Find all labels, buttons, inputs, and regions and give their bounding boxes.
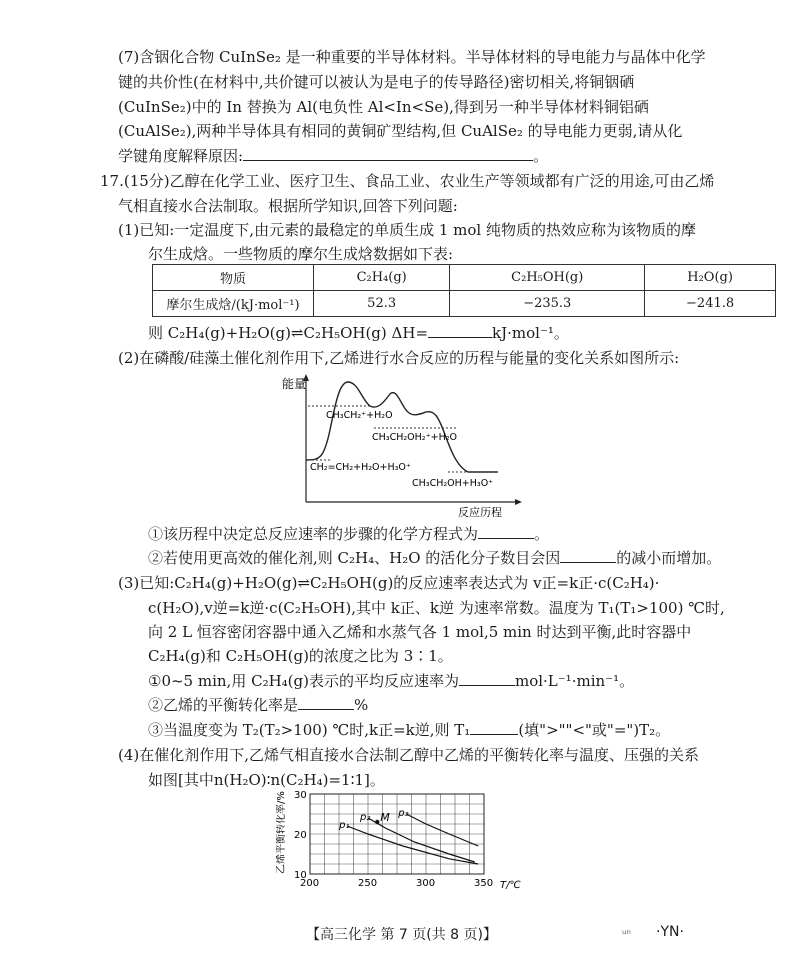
energy-profile-diagram — [278, 370, 528, 520]
question-text: ①0~5 min,用 C₂H₄(g)表示的平均反应速率为 — [148, 672, 459, 690]
table-cell: −235.3 — [450, 291, 645, 317]
answer-blank[interactable] — [459, 671, 515, 686]
y-tick-label: 20 — [294, 830, 307, 841]
equation-text: 则 C₂H₄(g)+H₂O(g)⇌C₂H₅OH(g) ΔH= — [148, 324, 429, 342]
q16-7-line1: (7)含铟化合物 CuInSe₂ 是一种重要的半导体材料。半导体材料的导电能力与晶体中化学 — [118, 48, 706, 66]
q17-3-line3: 向 2 L 恒容密闭容器中通入乙烯和水蒸气各 1 mol,5 min 时达到平衡,此时容器中 — [148, 623, 692, 641]
q16-7-end: 。 — [533, 147, 549, 165]
footer-mark: ᵤₙ — [622, 924, 631, 937]
question-unit: mol·L⁻¹·min⁻¹。 — [514, 672, 635, 690]
energy-ylabel: 能量 — [282, 377, 307, 391]
answer-blank[interactable] — [470, 720, 518, 735]
table-cell: C₂H₅OH(g) — [450, 265, 645, 291]
x-tick-label: 350 — [474, 878, 494, 889]
answer-blank[interactable] — [298, 695, 354, 710]
table-row — [153, 291, 776, 317]
q17-2-q1 — [148, 524, 549, 544]
page-footer: 【高三化学 第 7 页(共 8 页)】 — [306, 927, 497, 943]
point-m — [375, 820, 379, 824]
series-label: p₃ — [398, 808, 409, 819]
x-tick-label: 250 — [358, 878, 378, 889]
q17-3-q2 — [148, 695, 368, 715]
q16-7-line4: (CuAlSe₂),两种半导体具有相同的黄铜矿型结构,但 CuAlSe₂ 的导电能力更弱,请从化 — [118, 122, 683, 140]
q16-7-prompt: 学键角度解释原因: — [118, 147, 244, 165]
q17-4-line1: (4)在催化剂作用下,乙烯气相直接水合法制乙醇中乙烯的平衡转化率与温度、压强的关系 — [118, 746, 700, 764]
answer-blank[interactable] — [560, 548, 616, 563]
series-label: p₂ — [360, 812, 371, 823]
q17-2-q2 — [148, 548, 721, 568]
question-text: ②若使用更高效的催化剂,则 C₂H₄、H₂O 的活化分子数目会因 — [148, 549, 561, 567]
y-tick-label: 10 — [294, 870, 307, 881]
q17-3-line2: c(H₂O),v逆=k逆·c(C₂H₅OH),其中 k正、k逆 为速率常数。温度为 T₁(T₁>100) ℃时, — [148, 599, 725, 617]
chart-series — [338, 808, 478, 864]
question-text: ①该历程中决定总反应速率的步骤的化学方程式为 — [148, 525, 479, 543]
energy-xlabel: 反应历程 — [458, 506, 502, 519]
answer-blank[interactable] — [243, 146, 533, 161]
question-end: (填">""<"或"=")T₂。 — [518, 721, 671, 739]
table-cell: 52.3 — [314, 291, 450, 317]
conversion-chart — [276, 788, 526, 898]
q17-3-q1 — [148, 671, 634, 691]
question-text: ②乙烯的平衡转化率是 — [148, 696, 299, 714]
energy-curve — [306, 382, 498, 472]
species-label: CH₃CH₂⁺+H₂O — [326, 410, 393, 421]
enthalpy-table — [152, 264, 776, 317]
answer-blank[interactable] — [478, 524, 534, 539]
table-cell: C₂H₄(g) — [314, 265, 450, 291]
q17-4-line2: 如图[其中n(H₂O)∶n(C₂H₄)=1∶1]。 — [148, 771, 385, 789]
species-label: CH₃CH₂OH₂⁺+H₂O — [372, 432, 458, 443]
table-cell: 摩尔生成焓/(kJ·mol⁻¹) — [153, 291, 314, 317]
q17-line2: 气相直接水合法制取。根据所学知识,回答下列问题: — [118, 197, 458, 215]
question-text: ③当温度变为 T₂(T₂>100) ℃时,k正=k逆,则 T₁ — [148, 721, 471, 739]
table-cell: −241.8 — [645, 291, 776, 317]
x-tick-label: 300 — [416, 878, 436, 889]
x-tick-label: 200 — [300, 878, 320, 889]
q17-1-line2: 尔生成焓。一些物质的摩尔生成焓数据如下表: — [148, 245, 454, 263]
species-label: CH₃CH₂OH+H₃O⁺ — [412, 478, 494, 489]
x-axis-arrow — [515, 499, 522, 505]
point-m-label: M — [380, 811, 390, 824]
q17-1-equation — [148, 323, 569, 343]
q17-2-intro: (2)在磷酸/硅藻土催化剂作用下,乙烯进行水合反应的历程与能量的变化关系如图所示: — [118, 349, 680, 367]
species-label: CH₂=CH₂+H₂O+H₃O⁺ — [310, 462, 411, 473]
table-cell: 物质 — [153, 265, 314, 291]
table-header-row — [153, 265, 776, 291]
q16-7-line3: (CuInSe₂)中的 In 替换为 Al(电负性 Al<In<Se),得到另一种半导体材料铜铝硒 — [118, 98, 649, 116]
q17-3-q3 — [148, 720, 670, 740]
y-tick-label: 30 — [294, 790, 307, 801]
series-line — [347, 826, 478, 864]
question-end: 的减小而增加。 — [616, 549, 722, 567]
equation-unit: kJ·mol⁻¹。 — [492, 324, 569, 342]
series-line — [406, 814, 478, 846]
table-cell: H₂O(g) — [645, 265, 776, 291]
chart-xlabel: T/℃ — [500, 880, 521, 891]
question-unit: % — [354, 696, 369, 714]
q17-1-line1: (1)已知:一定温度下,由元素的最稳定的单质生成 1 mol 纯物质的热效应称为该物质的摩 — [118, 221, 696, 239]
answer-blank[interactable] — [428, 323, 492, 338]
q17-line1: 17.(15分)乙醇在化学工业、医疗卫生、食品工业、农业生产等领域都有广泛的用途,可由乙烯 — [100, 172, 715, 190]
q17-3-line1: (3)已知:C₂H₄(g)+H₂O(g)⇌C₂H₅OH(g)的反应速率表达式为 v正=k正·c(C₂H₄)· — [118, 574, 660, 592]
q17-3-line4: C₂H₄(g)和 C₂H₅OH(g)的浓度之比为 3∶1。 — [148, 647, 453, 665]
q16-7-line5 — [118, 146, 548, 166]
footer-code: ·YN· — [656, 924, 684, 940]
chart-ylabel: 乙烯平衡转化率/% — [276, 791, 287, 874]
series-label: p₁ — [339, 820, 350, 831]
question-end: 。 — [534, 525, 550, 543]
q16-7-line2: 键的共价性(在材料中,共价键可以被认为是电子的传导路径)密切相关,将铜铟硒 — [118, 73, 635, 91]
